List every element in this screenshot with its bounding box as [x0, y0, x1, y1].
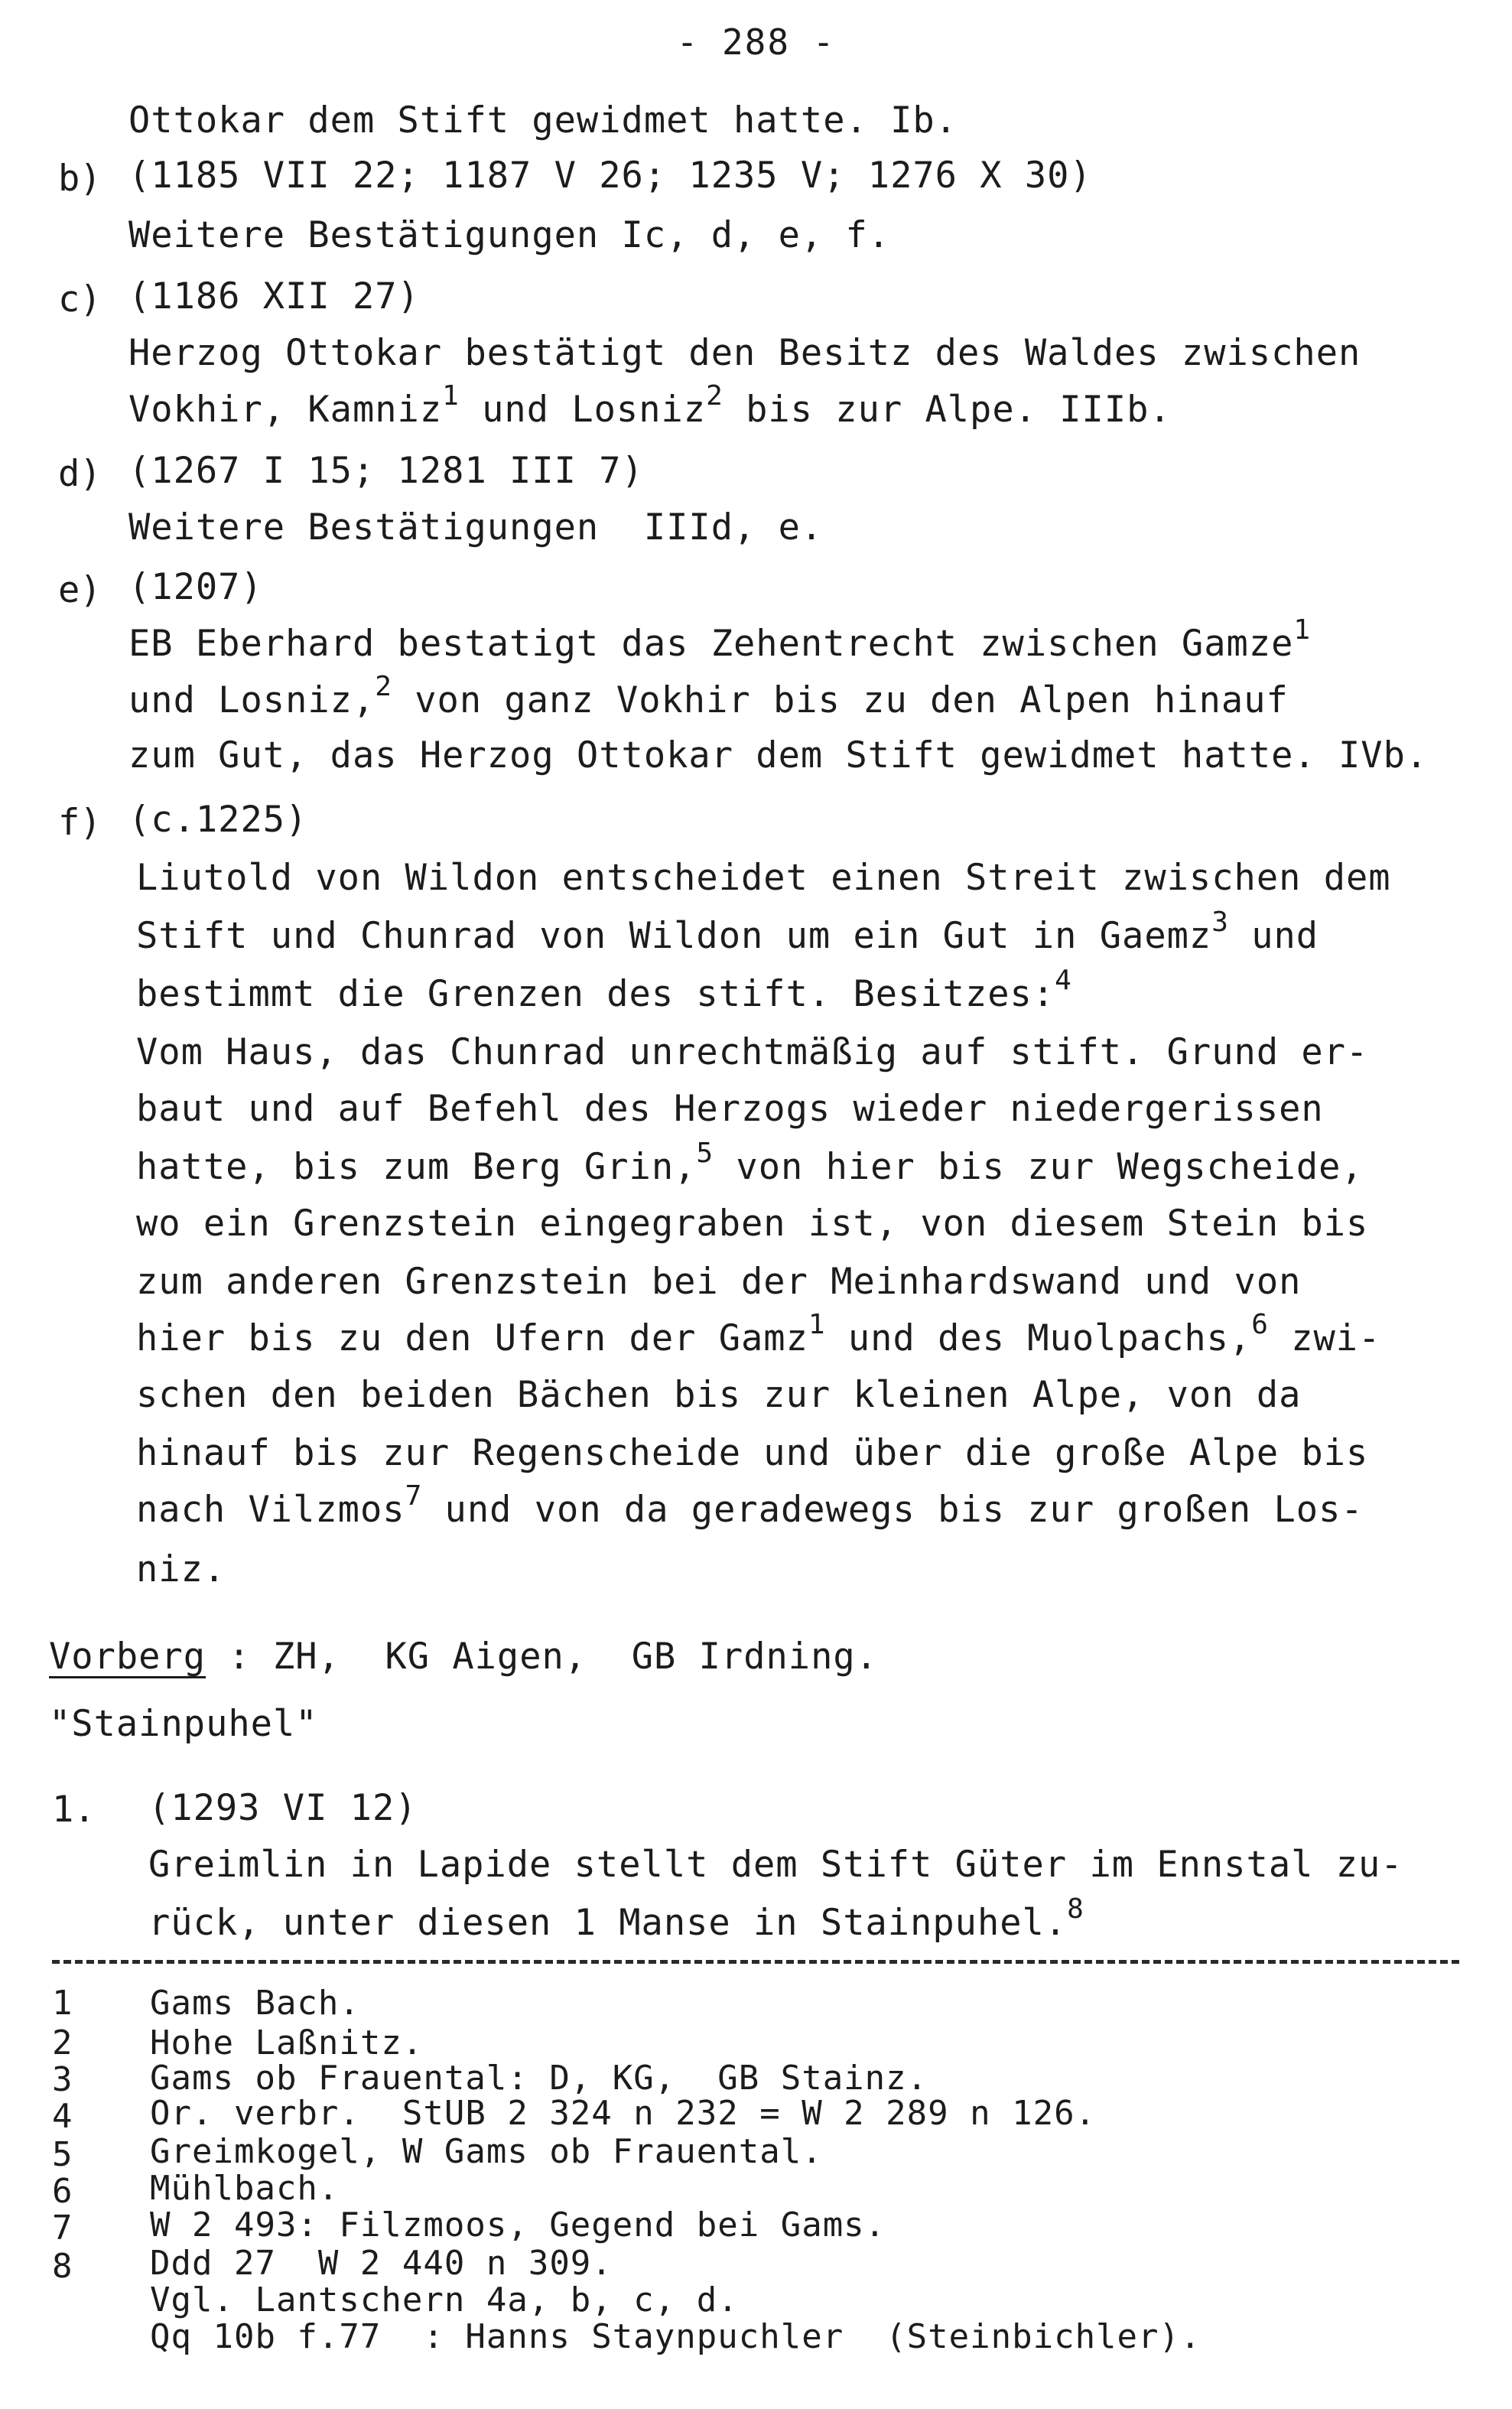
- entry-text-c-line1: Herzog Ottokar bestätigt den Besitz des Waldes zwischen: [128, 332, 1361, 374]
- footnote-text: Gams ob Frauental: D, KG, GB Stainz.: [150, 2059, 928, 2098]
- entry-label-d: d): [58, 453, 102, 495]
- entry-text-f-line11: hinauf bis zur Regenscheide und über die große Alpe bis: [136, 1432, 1369, 1474]
- footnote-continuation: Vgl. Lantschern 4a, b, c, d.: [150, 2280, 739, 2319]
- text-segment: zwi-: [1268, 1317, 1381, 1359]
- text-segment: rück, unter diesen 1 Manse in Stainpuhel.: [148, 1902, 1068, 1944]
- text-segment: und Losniz,: [128, 679, 376, 721]
- entry-text-c-line2: [128, 380, 1172, 436]
- quoted-place-name: "Stainpuhel": [49, 1703, 318, 1745]
- entry-date-f: (c.1225): [128, 799, 308, 841]
- footnote-ref: 1: [1293, 614, 1312, 646]
- footnote-number: 5: [52, 2135, 73, 2174]
- footnote-text: Greimkogel, W Gams ob Frauental.: [150, 2132, 823, 2171]
- entry-text-f-line8: zum anderen Grenzstein bei der Meinhardswand und von: [136, 1261, 1302, 1303]
- text-segment: und: [1228, 915, 1319, 957]
- footnote-ref: 1: [808, 1309, 826, 1340]
- footnote-ref: 4: [1055, 965, 1072, 996]
- entry-text-e-line2: [128, 671, 1289, 727]
- footnote-ref: 3: [1211, 907, 1229, 938]
- text-segment: und des Muolpachs,: [825, 1317, 1252, 1359]
- text-segment: von ganz Vokhir bis zu den Alpen hinauf: [392, 679, 1289, 721]
- footnote-text: Hohe Laßnitz.: [150, 2023, 424, 2062]
- entry-text-f-line4: Vom Haus, das Chunrad unrechtmäßig auf stift. Grund er-: [136, 1031, 1369, 1073]
- page-number: - 288 -: [676, 21, 836, 63]
- place-name: Vorberg: [49, 1636, 206, 1678]
- footnote-text: Ddd 27 W 2 440 n 309.: [150, 2244, 613, 2283]
- footnote-number: 8: [52, 2247, 73, 2286]
- entry-text-f-line3: [136, 965, 1072, 1021]
- footnote-ref: 6: [1251, 1309, 1269, 1340]
- entry-text-f-line1: Liutold von Wildon entscheidet einen Streit zwischen dem: [136, 857, 1391, 899]
- entry-text-e-line3: zum Gut, das Herzog Ottokar dem Stift gewidmet hatte. IVb.: [128, 734, 1429, 776]
- footnote-text: Or. verbr. StUB 2 324 n 232 = W 2 289 n 126.: [150, 2094, 1097, 2133]
- footnote-ref: 1: [442, 380, 460, 412]
- text-segment: EB Eberhard bestatigt das Zehentrecht zwischen Gamze: [128, 623, 1294, 665]
- text-segment: hier bis zu den Ufern der Gamz: [136, 1317, 808, 1359]
- text-segment: Vokhir, Kamniz: [128, 389, 443, 431]
- footnote-ref: 5: [696, 1138, 714, 1169]
- footnote-number: 2: [52, 2023, 73, 2062]
- text-segment: Stift und Chunrad von Wildon um ein Gut in Gaemz: [136, 915, 1212, 957]
- footnote-text: Mühlbach.: [150, 2169, 340, 2208]
- entry-text-1-line1: Greimlin in Lapide stellt dem Stift Güter im Ennstal zu-: [148, 1844, 1403, 1886]
- text-segment: hatte, bis zum Berg Grin,: [136, 1146, 697, 1188]
- footnote-separator: [52, 1960, 1459, 1964]
- entry-text-f-line6: [136, 1138, 1364, 1193]
- entry-text-f-line12: [136, 1480, 1364, 1536]
- text-segment: bis zur Alpe. IIIb.: [723, 389, 1172, 431]
- entry-label-c: c): [58, 278, 102, 321]
- entry-label-1: 1.: [52, 1789, 96, 1831]
- footnote-continuation: Qq 10b f.77 : Hanns Staynpuchler (Steinbichler).: [150, 2317, 1201, 2356]
- entry-label-f: f): [58, 802, 102, 844]
- footnote-number: 3: [52, 2060, 73, 2099]
- entry-date-c: (1186 XII 27): [128, 275, 420, 317]
- footnote-number: 1: [52, 1984, 73, 2023]
- entry-text-e-line1: [128, 614, 1312, 670]
- entry-label-b: b): [58, 158, 102, 200]
- footnote-number: 7: [52, 2209, 73, 2248]
- footnote-number: 4: [52, 2097, 73, 2136]
- entry-text-f-line13: niz.: [136, 1548, 226, 1590]
- entry-label-e: e): [58, 569, 102, 611]
- footnote-ref: 2: [375, 671, 392, 702]
- footnote-ref: 8: [1067, 1893, 1084, 1925]
- text-segment: und Losniz: [459, 389, 707, 431]
- entry-text-f-line10: schen den beiden Bächen bis zur kleinen Alpe, von da: [136, 1374, 1302, 1416]
- text-segment: von hier bis zur Wegscheide,: [714, 1146, 1364, 1188]
- place-heading: [49, 1634, 878, 1680]
- entry-text-f-line2: [136, 907, 1319, 962]
- entry-text-f-line5: baut und auf Befehl des Herzogs wieder niedergerissen: [136, 1088, 1324, 1130]
- entry-date-d: (1267 I 15; 1281 III 7): [128, 450, 644, 492]
- entry-text-f-line7: wo ein Grenzstein eingegraben ist, von diesem Stein bis: [136, 1203, 1369, 1245]
- entry-text-f-line9: [136, 1309, 1381, 1365]
- entry-date-1: (1293 VI 12): [148, 1787, 418, 1829]
- footnote-text: W 2 493: Filzmoos, Gegend bei Gams.: [150, 2206, 886, 2245]
- intro-line: Ottokar dem Stift gewidmet hatte. Ib.: [128, 99, 958, 142]
- footnote-text: Gams Bach.: [150, 1984, 360, 2023]
- text-segment: und von da geradewegs bis zur großen Los-: [422, 1489, 1364, 1531]
- entry-text-d-line1: Weitere Bestätigungen IIId, e.: [128, 506, 824, 549]
- text-segment: nach Vilzmos: [136, 1489, 405, 1531]
- entry-text-1-line2: [148, 1893, 1084, 1949]
- footnote-ref: 2: [706, 380, 723, 412]
- entry-date-e: (1207): [128, 566, 263, 608]
- text-segment: bestimmt die Grenzen des stift. Besitzes:: [136, 973, 1055, 1015]
- footnote-number: 6: [52, 2172, 73, 2211]
- entry-date-b: (1185 VII 22; 1187 V 26; 1235 V; 1276 X 30): [128, 155, 1092, 197]
- footnote-ref: 7: [405, 1480, 423, 1512]
- entry-text-b-line1: Weitere Bestätigungen Ic, d, e, f.: [128, 214, 891, 256]
- place-details: : ZH, KG Aigen, GB Irdning.: [206, 1636, 878, 1678]
